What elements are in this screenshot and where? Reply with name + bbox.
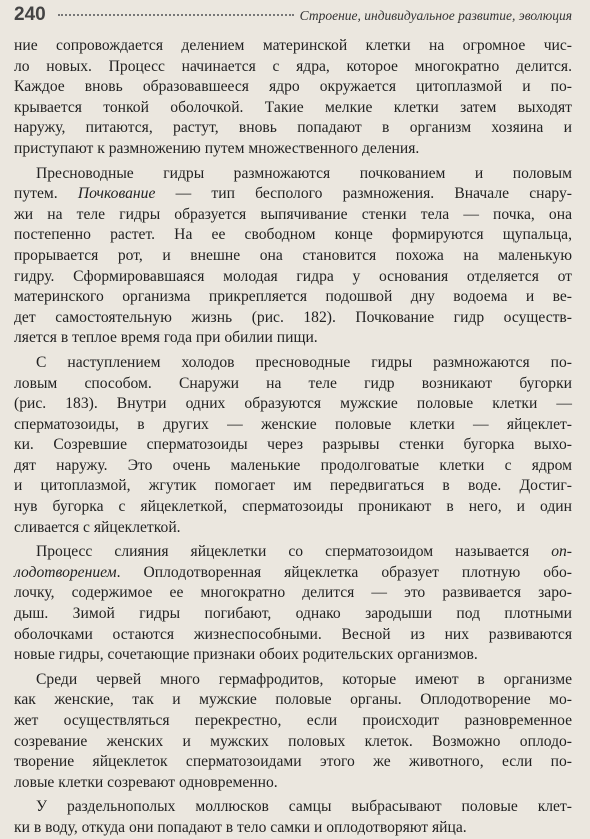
text-run: лочку, содержимое ее многократно делится — это развивается заро- bbox=[14, 584, 572, 602]
text-line bbox=[14, 563, 572, 584]
text-run: дыш. Зимой гидры погибают, однако зародыши под плотными bbox=[14, 605, 572, 623]
text-run: Пресноводные гидры размножаются почкованием и половым bbox=[36, 164, 572, 182]
text-run: созревание женских и мужских половых клеток. Возможно оплодо- bbox=[14, 732, 572, 750]
text-run: как женские, так и мужские половые органы. Оплодотворение мо- bbox=[14, 691, 572, 709]
text-line bbox=[14, 604, 572, 625]
text-run: ки в воду, откуда они попадают в тело самки и оплодотворяют яйца. bbox=[14, 818, 467, 836]
text-run: С наступлением холодов пресноводные гидры размножаются по- bbox=[36, 353, 572, 371]
text-run: приступают к размножению путем множественного деления. bbox=[14, 139, 420, 157]
text-line bbox=[14, 267, 572, 288]
text-run: ляется в теплое время года при обилии пищи. bbox=[14, 329, 318, 347]
text-line bbox=[14, 583, 572, 604]
text-run: материнского организма прикрепляется подошвой дну водоема и ве- bbox=[14, 288, 572, 306]
text-line bbox=[14, 415, 572, 436]
text-line bbox=[14, 98, 572, 119]
text-run: путем. bbox=[14, 185, 78, 203]
text-line bbox=[14, 374, 572, 395]
paragraph bbox=[14, 164, 572, 349]
text-line bbox=[14, 711, 572, 732]
paragraph bbox=[14, 353, 572, 538]
text-run: сливается с яйцеклеткой. bbox=[14, 518, 181, 536]
text-run: У раздельнополых моллюсков самцы выбрасывают половые клет- bbox=[36, 798, 572, 816]
text-line bbox=[14, 205, 572, 226]
text-run: . Оплодотворенная яйцеклетка образует плотную обо- bbox=[116, 563, 572, 581]
running-title: Строение, индивидуальное развитие, эволюция bbox=[299, 8, 572, 23]
text-run: ло новых. Процесс начинается с ядра, которое многократно делится. bbox=[14, 57, 572, 75]
text-line bbox=[14, 184, 572, 205]
text-run: новые гидры, сочетающие признаки обоих родительских организмов. bbox=[14, 646, 478, 664]
italic-term: Почкование bbox=[77, 185, 156, 203]
text-run: прорывается рот, и внешне она становится похожа на маленькую bbox=[14, 246, 572, 264]
text-line bbox=[14, 394, 572, 415]
text-line bbox=[14, 773, 572, 794]
text-line bbox=[14, 77, 572, 98]
text-run: жи на теле гидры образуется выпячивание стенки тела — почка, она bbox=[14, 205, 572, 223]
text-line bbox=[14, 518, 572, 539]
page-number: 240 bbox=[14, 4, 46, 25]
text-run: сперматозоиды, в других — женские половые клетки — яйцеклет- bbox=[14, 415, 572, 433]
text-line bbox=[14, 818, 572, 839]
text-line bbox=[14, 139, 572, 160]
italic-term: лодотворением bbox=[14, 563, 117, 581]
text-line bbox=[14, 225, 572, 246]
paragraph bbox=[14, 797, 572, 838]
text-run: постепенно растет. На ее свободном конце формируются щупальца, bbox=[14, 226, 572, 244]
text-line bbox=[14, 57, 572, 78]
text-run: дят наружу. Это очень маленькие продолговатые клетки с ядром bbox=[14, 456, 572, 474]
text-line bbox=[14, 435, 572, 456]
header-dot-leader bbox=[58, 14, 294, 16]
text-line bbox=[14, 797, 572, 818]
text-run: жет осуществляться перекрестно, если происходит разновременное bbox=[14, 712, 572, 729]
text-run: крывается тонкой оболочкой. Такие мелкие клетки затем выходят bbox=[14, 98, 572, 116]
text-line bbox=[14, 308, 572, 329]
text-line bbox=[14, 246, 572, 267]
text-run: творение яйцеклеток сперматозоидами этого же животного, если по- bbox=[14, 753, 572, 771]
text-line bbox=[14, 732, 572, 753]
page-header bbox=[14, 4, 572, 34]
text-line bbox=[14, 353, 572, 374]
text-line bbox=[14, 625, 572, 646]
text-line bbox=[14, 690, 572, 711]
text-line bbox=[14, 670, 572, 691]
text-run: оболочками остаются жизнеспособными. Весной из них развиваются bbox=[14, 625, 572, 643]
text-run: — тип бесполого размножения. Вначале снару- bbox=[155, 185, 573, 203]
paragraph bbox=[14, 36, 572, 160]
text-run: Среди червей много гермафродитов, которые имеют в организме bbox=[36, 670, 572, 688]
text-run: дет самостоятельную жизнь (рис. 182). Почкование гидр осуществ- bbox=[14, 308, 572, 326]
text-line bbox=[14, 476, 572, 497]
paragraph bbox=[14, 670, 572, 794]
text-line bbox=[14, 118, 572, 139]
text-line bbox=[14, 497, 572, 518]
text-run: и цитоплазмой, жгутик помогает им передвигаться в воде. Достиг- bbox=[14, 477, 572, 495]
text-run: Процесс слияния яйцеклетки со сперматозоидом называется bbox=[36, 543, 552, 561]
text-line bbox=[14, 287, 572, 308]
text-line bbox=[14, 164, 572, 185]
text-run: нув бугорка с яйцеклеткой, сперматозоиды проникают в него, и один bbox=[14, 498, 572, 516]
text-line bbox=[14, 752, 572, 773]
text-run: гидру. Сформировавшаяся молодая гидра у основания отделяется от bbox=[14, 267, 572, 285]
text-line bbox=[14, 645, 572, 666]
body-text bbox=[14, 36, 572, 839]
italic-term: оп- bbox=[551, 543, 572, 561]
paragraph bbox=[14, 542, 572, 666]
text-run: ловые клетки созревают одновременно. bbox=[14, 773, 278, 791]
text-run: (рис. 183). Внутри одних образуются мужские половые клетки — bbox=[14, 395, 572, 413]
text-line bbox=[14, 328, 572, 349]
text-run: ки. Созревшие сперматозоиды через разрывы стенки бугорка выхо- bbox=[14, 436, 572, 454]
text-line bbox=[14, 36, 572, 57]
text-run: наружу, питаются, растут, вновь попадают в организм хозяина и bbox=[14, 119, 572, 137]
text-run: ние сопровождается делением материнской клетки на огромное чис- bbox=[14, 37, 572, 54]
text-run: Каждое вновь образовавшееся ядро окружается цитоплазмой и по- bbox=[14, 78, 572, 96]
text-line bbox=[14, 456, 572, 477]
text-run: ловым способом. Снаружи на теле гидр возникают бугорки bbox=[14, 374, 572, 392]
text-line bbox=[14, 542, 572, 563]
